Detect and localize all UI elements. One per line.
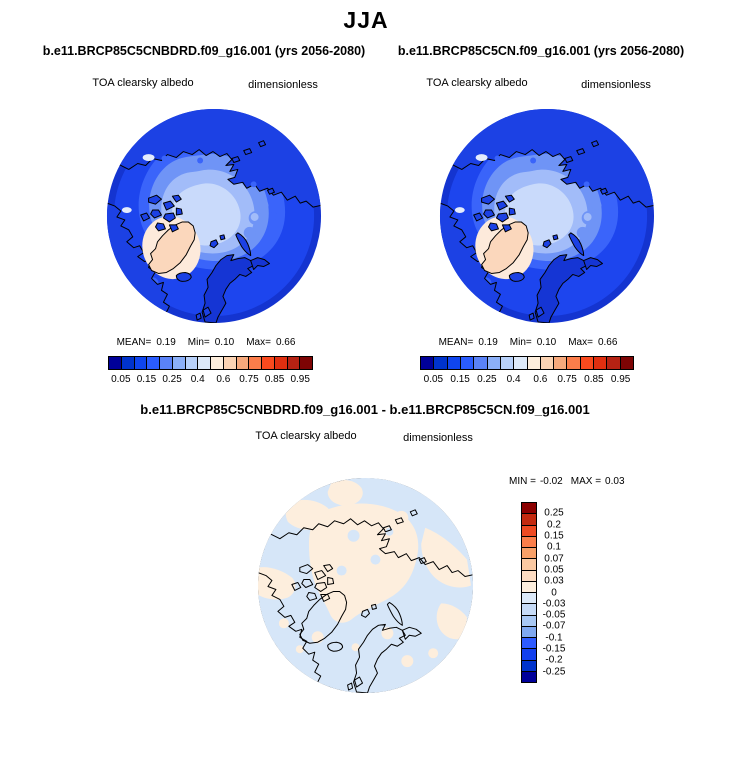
colorbar-segment [513,356,527,370]
colorbar-segment [248,356,262,370]
panel-difference-variable-label: TOA clearsky albedo [255,430,357,442]
stat-value: 0.66 [275,337,296,348]
map-difference [256,476,475,695]
stat-value: 0.19 [156,337,176,348]
colorbar-tick-label: 0.15 [544,530,564,542]
panel-case2-units-label: dimensionless [581,79,651,91]
panel-case2-variable-label: TOA clearsky albedo [426,77,528,89]
colorbar-segment [299,356,313,370]
colorbar-segment [223,356,237,370]
stat-label: MIN = [509,476,536,487]
colorbar-segment [420,356,434,370]
colorbar-tick-label: -0.15 [542,643,566,655]
colorbar-segment [261,356,275,370]
colorbar-case1 [108,356,313,385]
panel-case1-units-label: dimensionless [248,79,318,91]
panel-case1-variable-label: TOA clearsky albedo [92,77,194,89]
panel-case2-subtitle: b.e11.BRCP85C5CN.f09_g16.001 (yrs 2056-2080) [397,44,685,58]
colorbar-segment [210,356,224,370]
panel-difference-subtitle: b.e11.BRCP85C5CNBDRD.f09_g16.001 - b.e11.BRCP85C5CN.f09_g16.001 [140,402,590,417]
colorbar-tick-label: 0.1 [547,541,561,553]
colorbar-tick-label: -0.25 [542,666,566,678]
colorbar-tick-label: 0.75 [557,374,577,385]
colorbar-tick-label: 0.85 [264,374,285,385]
stat-label: MEAN= [438,337,474,348]
stat-label: MEAN= [116,337,152,348]
colorbar-segment [620,356,634,370]
colorbar-tick-label: 0.03 [544,575,564,587]
colorbar-tick-label: 0.95 [290,374,310,385]
colorbar-tick-label: 0.4 [506,374,521,385]
panel-case1-subtitle: b.e11.BRCP85C5CNBDRD.f09_g16.001 (yrs 2056-2080) [42,44,366,58]
colorbar-segment [460,356,474,370]
stat-value: 0.10 [536,337,557,348]
colorbar-tick-label: -0.2 [545,654,563,666]
colorbar-segment [500,356,514,370]
stat-label: Min= [187,337,210,348]
colorbar-segment [433,356,447,370]
colorbar-tick-label: 0 [551,587,557,598]
colorbar-segment [540,356,554,370]
colorbar-segment [593,356,607,370]
colorbar-tick-label: 0.05 [423,374,444,385]
colorbar-tick-label: -0.1 [545,632,563,644]
colorbar-segment [134,356,148,370]
colorbar-segment [580,356,594,370]
colorbar-segment [566,356,580,370]
colorbar-tick-label: 0.6 [533,374,548,385]
colorbar-segment [108,356,122,370]
panel-case1-stats [117,337,296,348]
figure-title: JJA [343,7,389,33]
stat-label: Max= [568,337,593,348]
colorbar-segment [172,356,186,370]
colorbar-tick-label: 0.75 [239,374,259,385]
colorbar-tick-label: -0.05 [542,609,566,621]
colorbar-segment [197,356,211,370]
map-case1 [105,107,323,325]
colorbar-boxes [521,502,537,683]
colorbar-tick-label: 0.85 [584,374,604,385]
colorbar-segment [447,356,461,370]
colorbar-tick-label: 0.6 [216,374,231,385]
colorbar-tick-label: 0.2 [547,519,561,531]
colorbar-segment [287,356,301,370]
colorbar-tick-label: 0.25 [544,507,564,519]
stat-value: 0.03 [605,476,625,487]
colorbar-tick-label: 0.07 [544,553,564,565]
colorbar-difference [521,502,566,683]
colorbar-boxes [108,356,313,370]
colorbar-segment [236,356,250,370]
colorbar-boxes [420,356,634,370]
colorbar-tick-label: 0.4 [190,374,205,385]
colorbar-segment [553,356,567,370]
colorbar-tick-label: 0.15 [450,374,470,385]
colorbar-tick-label: -0.07 [542,620,566,632]
colorbar-segment [121,356,135,370]
colorbar-segment [606,356,620,370]
colorbar-segment [487,356,501,370]
stat-value: 0.10 [214,337,235,348]
stat-value: -0.02 [539,476,563,487]
colorbar-tick-label: 0.25 [477,374,497,385]
panel-case2-stats [439,337,618,348]
colorbar-case2 [420,356,634,385]
panel-difference-stats [509,476,625,487]
map-case2 [438,107,656,325]
colorbar-segment [274,356,288,370]
panel-difference-units-label: dimensionless [403,432,473,444]
colorbar-segment [521,671,537,683]
colorbar-segment [185,356,199,370]
colorbar-segment [527,356,541,370]
stat-label: MAX = [570,476,602,487]
colorbar-tick-label: 0.25 [162,374,182,385]
colorbar-tick-label: 0.95 [610,374,631,385]
colorbar-tick-label: 0.05 [111,374,131,385]
colorbar-segment [159,356,173,370]
stat-label: Min= [509,337,532,348]
colorbar-segment [146,356,160,370]
colorbar-tick-label: -0.03 [542,598,566,610]
colorbar-segment [473,356,487,370]
colorbar-tick-label: 0.15 [136,374,157,385]
stat-value: 0.19 [478,337,498,348]
colorbar-tick-label: 0.05 [544,564,564,576]
stat-value: 0.66 [597,337,618,348]
stat-label: Max= [246,337,271,348]
